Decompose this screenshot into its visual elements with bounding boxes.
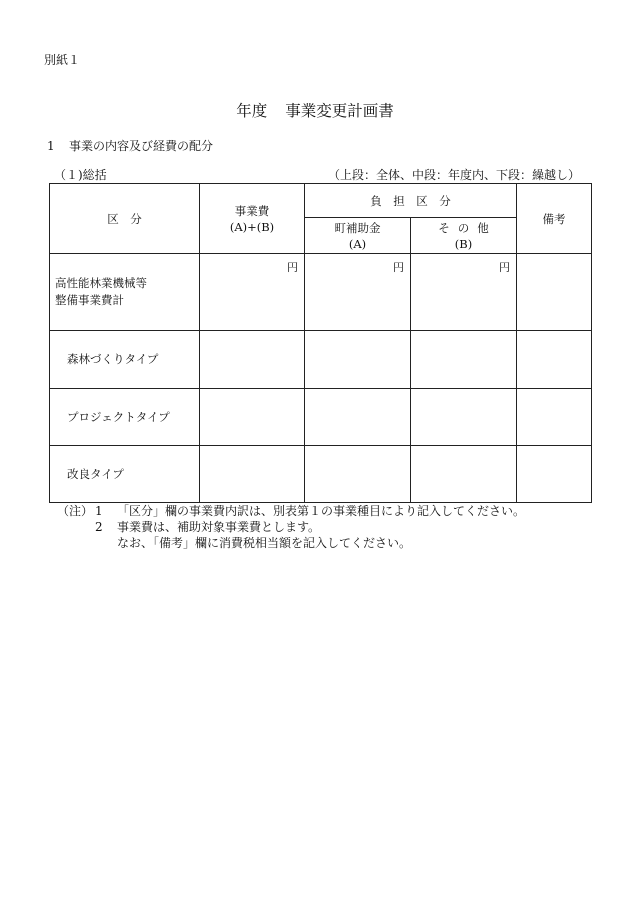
cell-other [411, 331, 517, 389]
section-title: 事業の内容及び経費の配分 [69, 139, 214, 153]
cell-remarks [517, 389, 592, 446]
table-row [50, 331, 592, 389]
header-remarks [517, 184, 592, 254]
row-label-project: プロジェクトタイプ [50, 389, 200, 446]
header-category [50, 184, 200, 254]
title-year-label: 年度 [236, 102, 268, 120]
section-number: 1 [47, 139, 55, 153]
cell-other [411, 389, 517, 446]
summary-table [49, 183, 592, 503]
table-header-row [50, 184, 592, 218]
header-project-cost-formula: (A)+(B) [229, 219, 275, 234]
cell-other [411, 446, 517, 503]
tier-legend-note: （上段：全体、中段：年度内、下段：繰越し） [327, 168, 580, 182]
header-burden-group [305, 184, 517, 218]
notes [57, 503, 525, 551]
row-label-improvement: 改良タイプ [50, 446, 200, 503]
note-text: なお、「備考」欄に消費税相当額を記入してください。 [117, 536, 412, 550]
table-row [50, 446, 592, 503]
header-other-label: その他 [438, 220, 497, 235]
section-heading [47, 137, 213, 154]
note-number [95, 535, 117, 551]
header-project-cost [200, 184, 305, 254]
note-item [57, 503, 525, 519]
header-other-code: (B) [454, 236, 473, 251]
note-text: 「区分」欄の事業費内訳は、別表第１の事業種目により記入してください。 [117, 504, 526, 518]
note-item [57, 519, 525, 535]
unit-yen-label: 円 [393, 261, 404, 274]
cell-remarks [517, 331, 592, 389]
header-remarks-label: 備考 [542, 211, 566, 226]
header-town-subsidy-label: 町補助金 [334, 220, 381, 235]
title-document-name: 事業変更計画書 [285, 102, 394, 120]
cell-town-subsidy [305, 389, 411, 446]
header-town-subsidy-code: (A) [348, 236, 367, 251]
cell-other-total [411, 254, 517, 331]
cell-remarks-total [517, 254, 592, 331]
cell-project-cost [200, 446, 305, 503]
note-text: 事業費は、補助対象事業費とします。 [117, 520, 321, 534]
note-item [57, 535, 525, 551]
row-label-total-line2: 整備事業費計 [55, 293, 124, 307]
cell-remarks [517, 446, 592, 503]
cell-town-subsidy-total [305, 254, 411, 331]
annex-label: 別紙１ [44, 53, 81, 67]
row-label-total [50, 254, 200, 331]
header-burden-group-label: 負 担 区 分 [370, 193, 451, 208]
cell-project-cost-total [200, 254, 305, 331]
table-row [50, 254, 592, 331]
header-category-label: 区 分 [107, 211, 142, 226]
cell-town-subsidy [305, 331, 411, 389]
table-row [50, 389, 592, 446]
note-number: 2 [95, 520, 103, 534]
header-town-subsidy [305, 218, 411, 254]
row-label-total-line1: 高性能林業機械等 [55, 276, 147, 290]
document-title [0, 99, 630, 121]
cell-project-cost [200, 331, 305, 389]
header-project-cost-label: 事業費 [234, 203, 270, 218]
unit-yen-label: 円 [499, 261, 510, 274]
unit-yen-label: 円 [287, 261, 298, 274]
header-other [411, 218, 517, 254]
cell-project-cost [200, 389, 305, 446]
note-number: 1 [95, 504, 103, 518]
cell-town-subsidy [305, 446, 411, 503]
row-label-forest: 森林づくりタイプ [50, 331, 200, 389]
notes-prefix: （注） [57, 504, 94, 518]
subsection-label: （１)総括 [54, 168, 107, 182]
